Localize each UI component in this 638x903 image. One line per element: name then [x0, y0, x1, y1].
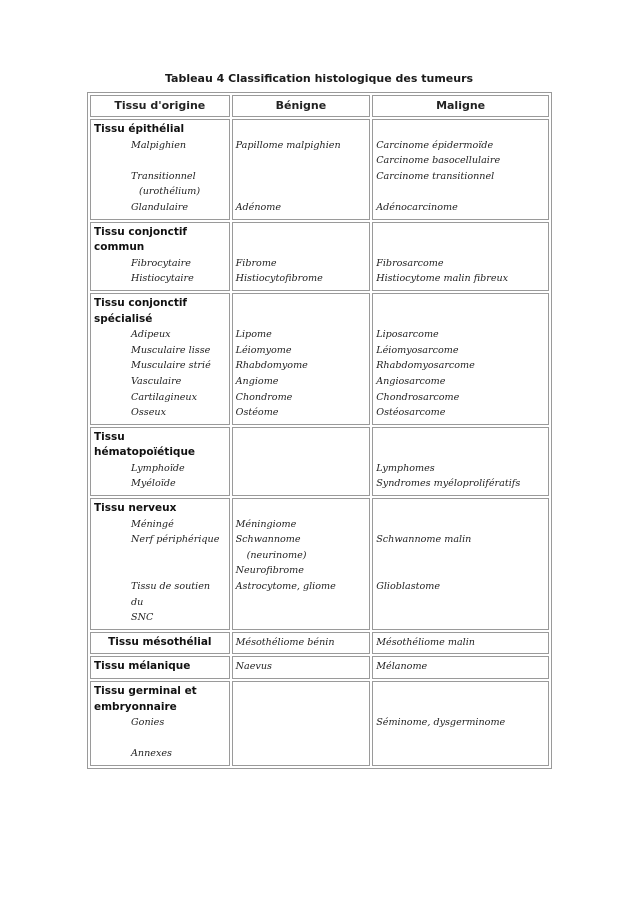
malign-item: Schwannome malin [376, 534, 472, 546]
origin-item: Nerf périphérique [131, 534, 220, 546]
malign-item: Glioblastome [376, 581, 441, 593]
category-label: Tissu conjonctif [94, 296, 188, 309]
origin-item: Lymphoïde [131, 462, 185, 474]
origin-cell [90, 222, 230, 291]
spacer [236, 501, 367, 517]
malign-cell [372, 681, 549, 766]
benign-item: Méningiome [235, 518, 297, 530]
origin-item [94, 153, 226, 169]
category-label: Tissu conjonctif [94, 225, 188, 238]
table-row-hematopoietique [90, 427, 549, 496]
malign-item [376, 517, 545, 533]
origin-cell [90, 681, 230, 766]
benign-item [236, 184, 367, 200]
benign-item: Chondrome [235, 391, 293, 403]
benign-cell [232, 681, 371, 766]
origin-item: Transitionnel [131, 170, 196, 182]
malign-item: Liposarcome [376, 329, 439, 341]
benign-item: (neurinome) [246, 549, 307, 561]
malign-cell [372, 293, 549, 425]
category-label: embryonnaire [94, 700, 177, 713]
benign-item: Angiome [235, 375, 279, 387]
malign-item: Chondrosarcome [376, 391, 460, 403]
origin-cell [90, 656, 230, 679]
malign-item: Léiomyosarcome [376, 344, 459, 356]
benign-item: Naevus [235, 661, 272, 673]
origin-item: Adipeux [131, 329, 171, 341]
category-label: Tissu épithélial [94, 123, 185, 135]
category-label: hématopoïétique [94, 446, 196, 459]
category-label: Tissu [94, 430, 125, 443]
origin-item: du [131, 596, 144, 608]
origin-item: Vasculaire [131, 375, 182, 387]
origin-item: Glandulaire [131, 201, 189, 213]
spacer [376, 700, 545, 716]
malign-item: Carcinome transitionnel [376, 170, 495, 182]
malign-item: Adénocarcinome [376, 201, 458, 213]
origin-cell [90, 119, 230, 220]
header-origin: Tissu d'origine [90, 95, 230, 117]
benign-cell [232, 632, 371, 655]
malign-item: Histiocytome malin fibreux [376, 273, 509, 285]
benign-item: Rhabdomyome [235, 360, 308, 372]
table-row-conjonctif-commun [90, 222, 549, 291]
spacer [376, 501, 545, 517]
table-row-melanique [90, 656, 549, 679]
origin-item [94, 563, 226, 579]
classification-table [87, 92, 552, 769]
category-label: Tissu mésothélial [108, 635, 212, 648]
origin-cell [90, 427, 230, 496]
category-label: Tissu germinal et [94, 685, 197, 697]
benign-item: Astrocytome, gliome [235, 581, 336, 593]
malign-cell [372, 222, 549, 291]
table-row-nerveux [90, 498, 549, 630]
malign-item: Mésothéliome malin [376, 636, 475, 648]
table-row-conjonctif-specialise [90, 293, 549, 425]
benign-item: Fibrome [235, 257, 277, 269]
benign-item [236, 153, 367, 169]
benign-item: Schwannome [235, 534, 301, 546]
spacer [236, 312, 367, 328]
spacer [236, 296, 367, 312]
category-label: Tissu mélanique [94, 660, 191, 673]
spacer [236, 122, 367, 138]
origin-item: Osseux [131, 407, 166, 419]
origin-item: Malpighien [131, 139, 187, 151]
table-row-mesothelial [90, 632, 549, 655]
spacer [376, 122, 545, 138]
benign-cell [232, 427, 371, 496]
origin-item: Fibrocytaire [131, 257, 191, 269]
malign-cell [372, 119, 549, 220]
benign-item: Lipome [235, 329, 272, 341]
spacer [376, 430, 545, 446]
origin-item: (urothélium) [139, 186, 201, 198]
spacer [236, 240, 367, 256]
malign-item [376, 548, 545, 564]
benign-item: Papillome malpighien [235, 139, 341, 151]
spacer [236, 684, 367, 700]
malign-item: Ostéosarcome [376, 407, 446, 419]
table-header-row [90, 95, 549, 117]
benign-cell [232, 498, 371, 630]
spacer [236, 430, 367, 446]
benign-cell [232, 293, 371, 425]
malign-cell [372, 632, 549, 655]
benign-cell [232, 222, 371, 291]
category-label: Tissu nerveux [94, 502, 177, 515]
benign-item: Neurofibrome [235, 565, 304, 577]
table-caption: Tableau 4 Classification histologique des tumeurs [164, 72, 474, 85]
category-label: spécialisé [94, 312, 153, 325]
spacer [376, 296, 545, 312]
spacer [376, 225, 545, 241]
benign-item: Mésothéliome bénin [235, 636, 335, 648]
malign-item [376, 184, 545, 200]
malign-cell [372, 427, 549, 496]
origin-item: Histiocytaire [131, 273, 194, 285]
benign-item: Ostéome [235, 407, 279, 419]
malign-item: Séminome, dysgerminome [376, 717, 506, 729]
spacer [236, 225, 367, 241]
spacer [376, 240, 545, 256]
malign-cell [372, 656, 549, 679]
benign-item [236, 169, 367, 185]
origin-cell [90, 293, 230, 425]
malign-item: Carcinome basocellulaire [376, 155, 501, 167]
benign-item: Adénome [235, 201, 282, 213]
spacer [376, 312, 545, 328]
malign-item: Carcinome épidermoïde [376, 139, 494, 151]
origin-item: Cartilagineux [131, 391, 198, 403]
origin-item [94, 548, 226, 564]
malign-item: Rhabdomyosarcome [376, 360, 475, 372]
origin-item: Annexes [131, 748, 172, 760]
benign-cell [232, 119, 371, 220]
benign-cell [232, 656, 371, 679]
spacer [376, 684, 545, 700]
origin-item: Tissu de soutien [131, 581, 211, 593]
origin-item [94, 731, 226, 747]
malign-item: Lymphomes [376, 462, 435, 474]
origin-item: Méningé [131, 518, 174, 530]
malign-cell [372, 498, 549, 630]
malign-item: Angiosarcome [376, 375, 446, 387]
origin-cell [90, 498, 230, 630]
origin-item: Musculaire lisse [131, 344, 211, 356]
origin-item: Myéloïde [131, 478, 176, 490]
table-row-epithelial [90, 119, 549, 220]
table-row-germinal [90, 681, 549, 766]
header-malign: Maligne [372, 95, 549, 117]
malign-item: Mélanome [376, 661, 428, 673]
malign-item: Fibrosarcome [376, 257, 444, 269]
header-benign: Bénigne [232, 95, 371, 117]
benign-item: Léiomyome [235, 344, 292, 356]
malign-item [376, 563, 545, 579]
origin-item: Musculaire strié [131, 360, 211, 372]
benign-item: Histiocytofibrome [235, 273, 323, 285]
origin-item: SNC [131, 612, 154, 624]
origin-item: Gonies [131, 717, 165, 729]
malign-item: Syndromes myéloprolifératifs [376, 478, 521, 490]
origin-cell [90, 632, 230, 655]
category-label: commun [94, 241, 145, 254]
spacer [376, 445, 545, 461]
